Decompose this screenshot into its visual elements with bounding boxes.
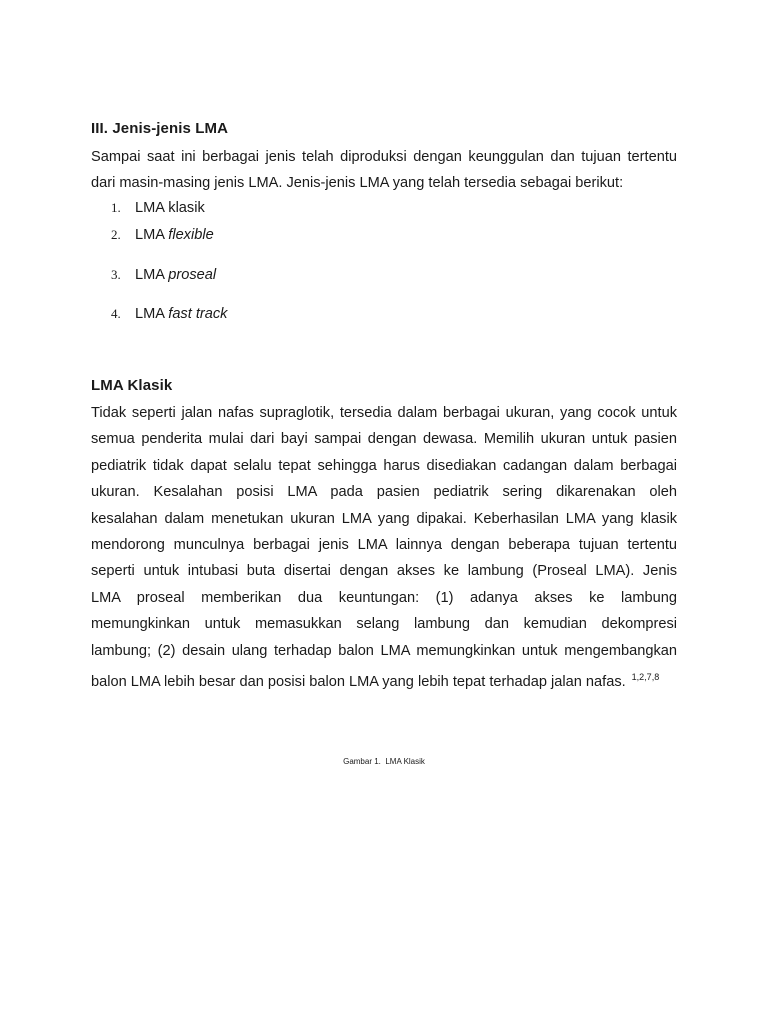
section-heading: III. Jenis-jenis LMA xyxy=(91,120,229,137)
list-item-suffix: flexible xyxy=(168,227,214,243)
list-item-prefix: LMA xyxy=(135,267,169,283)
list-item-lma-klasik xyxy=(111,200,205,216)
body-line: ukuran. Kesalahan posisi LMA pada pasien pediatrik sering dikarenakan oleh xyxy=(91,484,677,501)
list-item-suffix: proseal xyxy=(168,267,217,283)
list-item-lma-flexible xyxy=(111,227,214,243)
body-line-text: balon LMA lebih besar dan posisi balon LMA yang lebih tepat terhadap jalan nafas. xyxy=(91,674,626,691)
list-item-prefix: LMA xyxy=(135,200,169,216)
lma-klasik-heading: LMA Klasik xyxy=(91,377,173,394)
body-line: pediatrik tidak dapat selalu tepat sehingga harus disediakan cadangan dalam berbagai xyxy=(91,457,677,474)
intro-line: dari masin-masing jenis LMA. Jenis-jenis LMA yang telah tersedia sebagai berikut: xyxy=(91,175,624,192)
list-number: 1. xyxy=(111,200,121,215)
list-item-lma-proseal xyxy=(111,267,216,283)
body-line: seperti untuk intubasi buta disertai dengan akses ke lambung (Proseal LMA). Jenis xyxy=(91,563,677,580)
intro-line: Sampai saat ini berbagai jenis telah diproduksi dengan keunggulan dan tujuan tertentu xyxy=(91,149,677,165)
list-item-lma-fast-track xyxy=(111,306,227,322)
list-item-prefix: LMA xyxy=(135,306,169,322)
figure-caption: Gambar 1. LMA Klasik xyxy=(343,757,425,766)
list-number: 4. xyxy=(111,306,121,321)
body-line: memungkinkan untuk memasukkan selang lambung dan kemudian dekompresi xyxy=(91,616,677,633)
list-number: 3. xyxy=(111,267,121,282)
body-line: kesalahan dalam menetukan ukuran LMA yang dipakai. Keberhasilan LMA yang klasik xyxy=(91,510,677,527)
reference-superscript: 1,2,7,8 xyxy=(631,672,660,683)
body-line-last xyxy=(91,664,677,695)
list-number: 2. xyxy=(111,227,121,242)
intro-paragraph xyxy=(91,144,677,197)
body-line: lambung; (2) desain ulang terhadap balon LMA memungkinkan untuk mengembangkan xyxy=(91,642,677,659)
list-item-suffix: klasik xyxy=(168,200,205,216)
body-line: semua penderita mulai dari bayi sampai dengan dewasa. Memilih ukuran untuk pasien xyxy=(91,431,677,448)
body-line: Tidak seperti jalan nafas supraglotik, tersedia dalam berbagai ukuran, yang cocok untuk xyxy=(91,405,677,421)
lma-klasik-paragraph xyxy=(91,400,677,695)
body-line: mendorong munculnya berbagai jenis LMA lainnya dengan beberapa tujuan tertentu xyxy=(91,537,677,554)
list-item-suffix: fast track xyxy=(168,306,228,322)
body-line: LMA proseal memberikan dua keuntungan: (1) adanya akses ke lambung xyxy=(91,589,677,606)
list-item-prefix: LMA xyxy=(135,227,169,243)
